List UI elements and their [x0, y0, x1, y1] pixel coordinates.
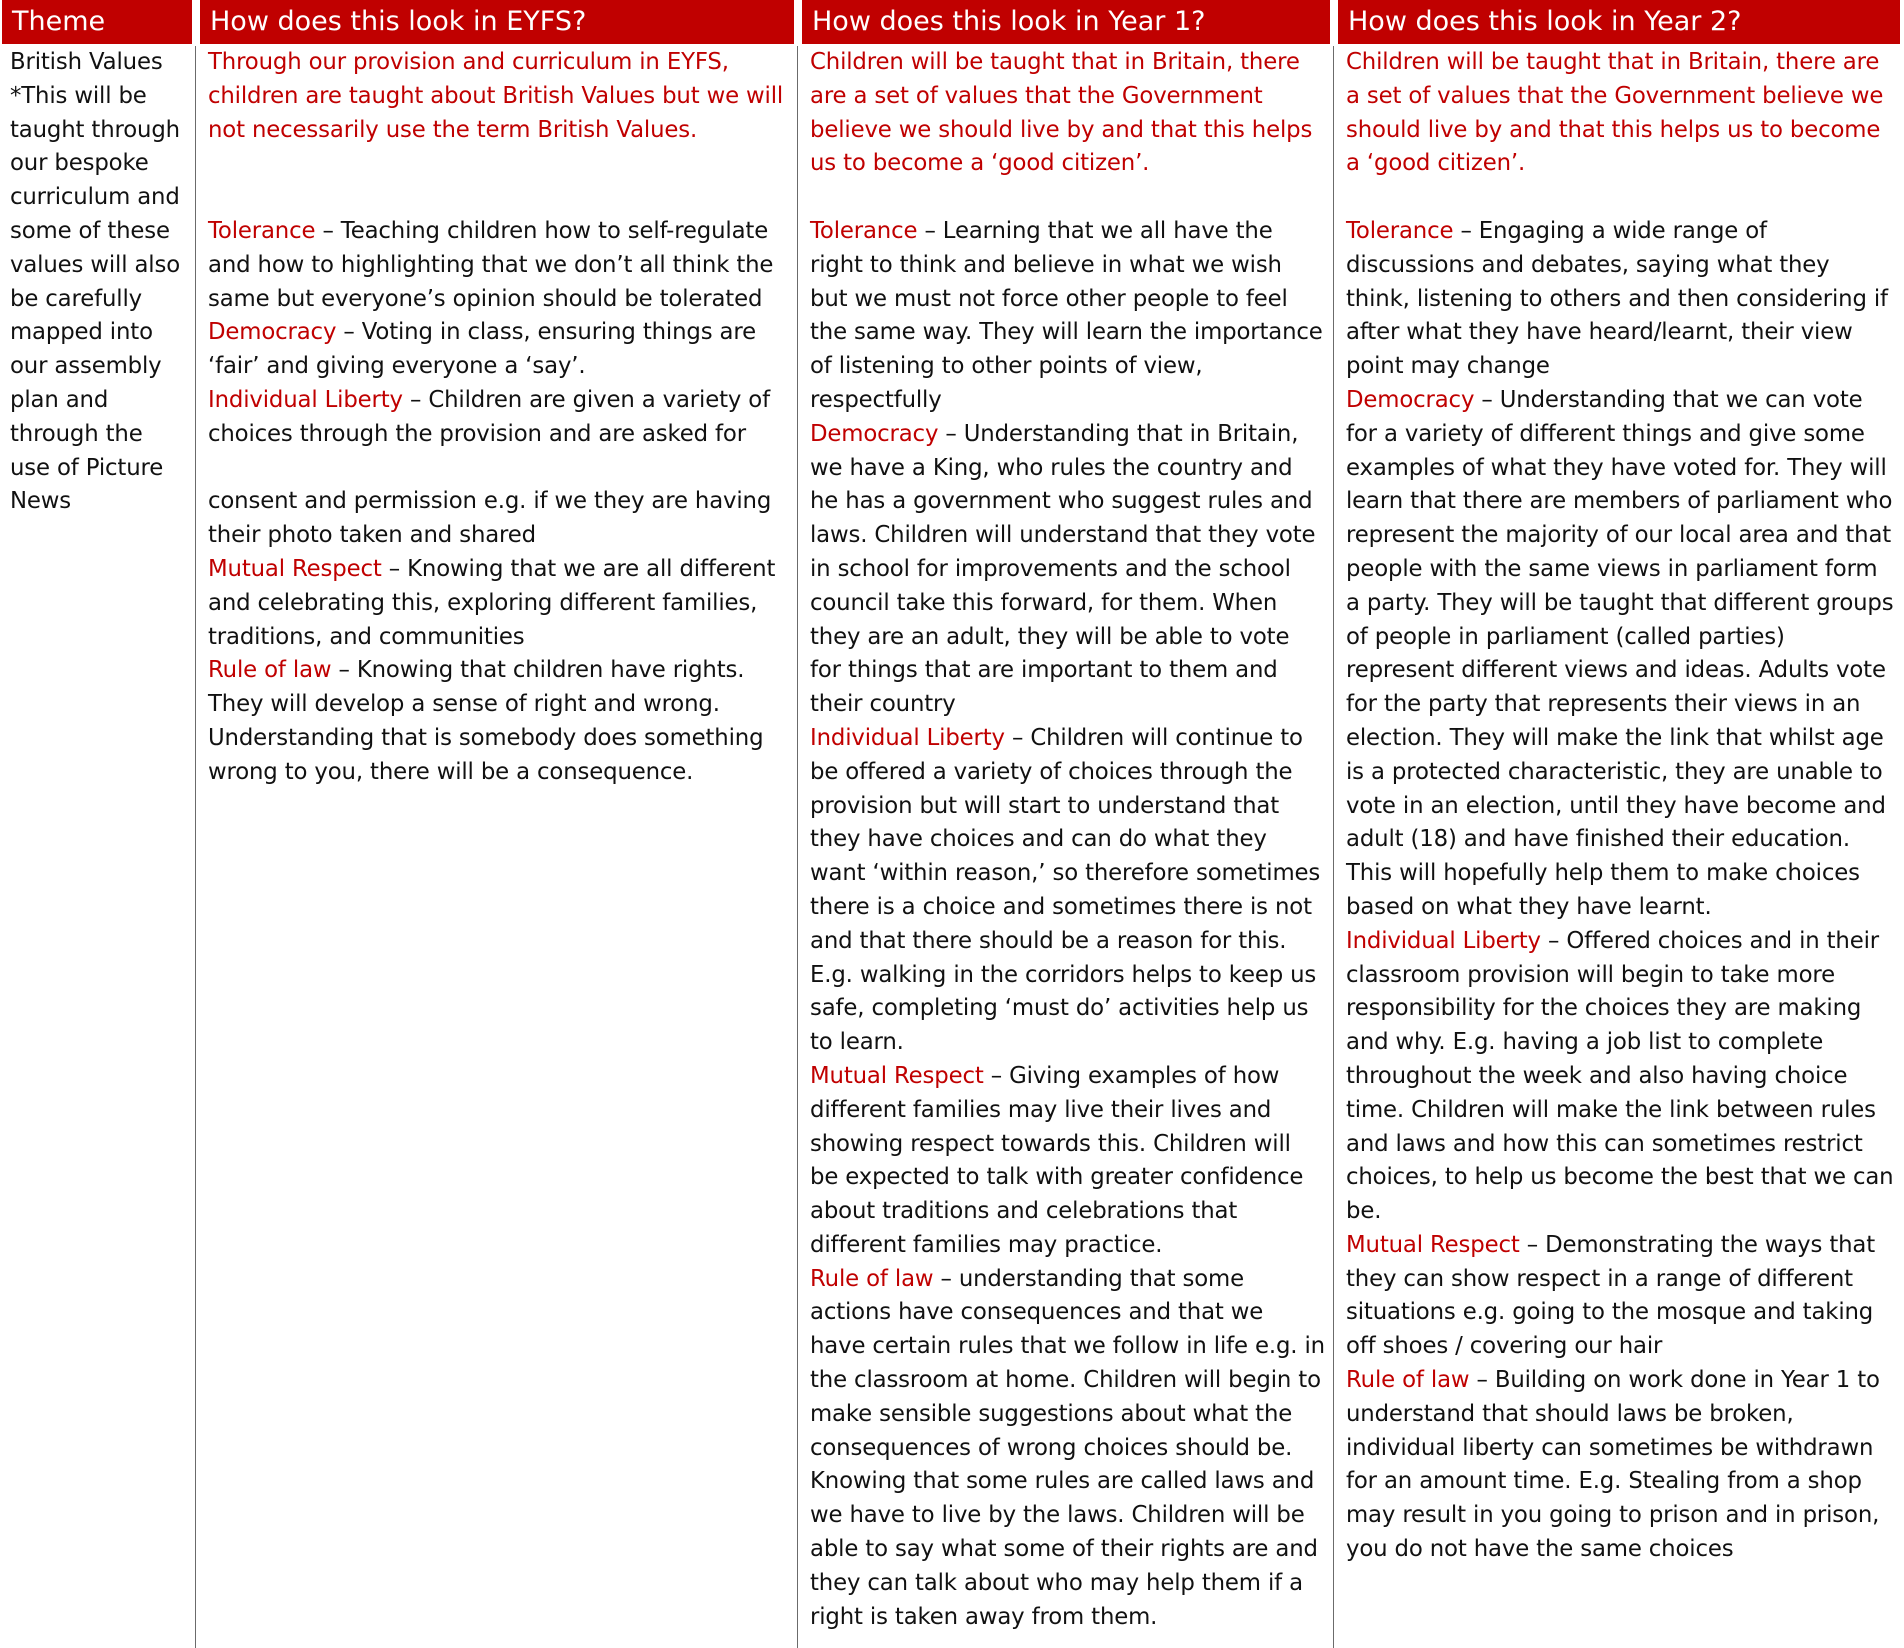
democracy-label: Democracy — [810, 420, 939, 447]
tolerance-label: Tolerance — [208, 217, 316, 244]
eyfs-respect — [208, 553, 789, 654]
spacer — [208, 452, 789, 486]
eyfs-intro: Through our provision and curriculum in EYFS, children are taught about British Values but we will not necessarily use the term British Values. — [208, 49, 784, 143]
theme-text: British Values *This will be taught through our bespoke curriculum and some of these values will also be carefully mapped into our assembly plan and through the use of Picture News — [10, 49, 181, 515]
respect-label: Mutual Respect — [208, 555, 382, 582]
tolerance-text: – Teaching children how to self-regulate and how to highlighting that we don’t all think the same but everyone’s opinion should be tolerated — [208, 217, 774, 312]
spacer — [1346, 181, 1896, 215]
liberty-label: Individual Liberty — [1346, 927, 1541, 954]
year1-liberty — [810, 722, 1325, 1060]
year2-column — [1334, 46, 1904, 1648]
democracy-text: – Understanding that in Britain, we have a King, who rules the country and he has a government who suggest rules and laws. Children will understand that they vote in school for improvements and the school council take this forward, for them. When they are an adult, they will be able to vote for things that are important to them and their country — [810, 420, 1316, 718]
year2-intro: Children will be taught that in Britain, there are a set of values that the Government believe we should live by and that this helps us to become a ‘good citizen’. — [1346, 49, 1884, 177]
liberty-label: Individual Liberty — [208, 386, 403, 413]
header-year2: How does this look in Year 2? — [1338, 0, 1900, 44]
respect-label: Mutual Respect — [810, 1062, 984, 1089]
eyfs-law — [208, 654, 789, 789]
header-eyfs: How does this look in EYFS? — [200, 0, 794, 44]
spacer — [810, 181, 1325, 215]
year1-tolerance — [810, 215, 1325, 418]
tolerance-text: – Engaging a wide range of discussions and debates, saying what they think, listening to others and then considering if after what they have heard/learnt, their view point may change — [1346, 217, 1888, 380]
eyfs-democracy — [208, 316, 789, 384]
year2-tolerance — [1346, 215, 1896, 384]
liberty-text: – Children are given a variety of choices through the provision and are asked for — [208, 386, 770, 447]
democracy-text: – Voting in class, ensuring things are ‘fair’ and giving everyone a ‘say’. — [208, 319, 756, 380]
year1-respect — [810, 1060, 1325, 1263]
spacer — [208, 181, 789, 215]
democracy-label: Democracy — [208, 319, 337, 346]
header-theme: Theme — [2, 0, 192, 44]
democracy-text: – Understanding that we can vote for a variety of different things and give some examples of what they have voted for. They will learn that there are members of parliament who represent the majority of our local area and that people with the same views in parliament form a party. They will be taught that different groups of people in parliament (called parties) represent different views and ideas. Adults vote for the party that represents their views in an election. They will make the link that whilst age is a protected characteristic, they are unable to vote in an election, until they have become and adult (18) and have finished their education. This will hopefully help them to make choices based on what they have learnt. — [1346, 386, 1894, 920]
liberty-text: – Offered choices and in their classroom provision will begin to take more responsibility for the choices they are making and why. E.g. having a job list to complete throughout the week and also having choice time. Children will make the link between rules and laws and how this can sometimes restrict choices, to help us become the best that we can be. — [1346, 927, 1894, 1225]
law-text: – Building on work done in Year 1 to understand that should laws be broken, individual liberty can sometimes be withdrawn for an amount time. E.g. Stealing from a shop may result in you going to prison and in prison, you do not have the same choices — [1346, 1367, 1880, 1563]
respect-label: Mutual Respect — [1346, 1231, 1520, 1258]
year1-intro: Children will be taught that in Britain, there are a set of values that the Government believe we should live by and that this helps us to become a ‘good citizen’. — [810, 49, 1313, 177]
tolerance-text: – Learning that we all have the right to think and believe in what we wish but we must not force other people to feel the same way. They will learn the importance of listening to other points of view, respectfully — [810, 217, 1323, 413]
eyfs-tolerance — [208, 215, 789, 316]
eyfs-liberty — [208, 384, 789, 452]
respect-text: – Demonstrating the ways that they can show respect in a range of different situations e.g. going to the mosque and taking off shoes / covering our hair — [1346, 1231, 1876, 1360]
year2-democracy — [1346, 384, 1896, 925]
year1-column — [798, 46, 1334, 1648]
year1-democracy — [810, 418, 1325, 722]
law-label: Rule of law — [810, 1265, 934, 1292]
law-label: Rule of law — [208, 657, 332, 684]
header-year1: How does this look in Year 1? — [802, 0, 1330, 44]
law-text: – understanding that some actions have consequences and that we have certain rules that we follow in life e.g. in the classroom at home. Children will begin to make sensible suggestions about what the consequences of wrong choices should be. Knowing that some rules are called laws and we have to live by the laws. Children will be able to say what some of their rights are and they can talk about who may help them if a right is taken away from them. — [810, 1265, 1325, 1630]
liberty-label: Individual Liberty — [810, 724, 1005, 751]
tolerance-label: Tolerance — [1346, 217, 1454, 244]
tolerance-label: Tolerance — [810, 217, 918, 244]
year2-respect — [1346, 1229, 1896, 1364]
year1-law — [810, 1263, 1325, 1635]
spacer — [208, 147, 789, 181]
democracy-label: Democracy — [1346, 386, 1475, 413]
liberty-text: – Children will continue to be offered a variety of choices through the provision but will start to understand that they have choices and can do what they want ‘within reason,’ so therefore sometimes there is a choice and sometimes there is not and that there should be a reason for this. E.g. walking in the corridors helps to keep us safe, completing ‘must do’ activities help us to learn. — [810, 724, 1321, 1056]
eyfs-liberty-continued: consent and permission e.g. if we they are having their photo taken and shared — [208, 488, 772, 549]
eyfs-column — [196, 46, 798, 1648]
respect-text: – Giving examples of how different families may live their lives and showing respect towards this. Children will be expected to talk with greater confidence about traditions and celebrations that different families may practice. — [810, 1062, 1304, 1258]
theme-column — [0, 46, 196, 1648]
respect-text: – Knowing that we are all different and celebrating this, exploring different families, traditions, and communities — [208, 555, 776, 650]
law-text: – Knowing that children have rights. They will develop a sense of right and wrong. Understanding that is somebody does something wrong to you, there will be a consequence. — [208, 657, 764, 785]
law-label: Rule of law — [1346, 1367, 1470, 1394]
year2-liberty — [1346, 925, 1896, 1229]
year2-law — [1346, 1364, 1896, 1567]
